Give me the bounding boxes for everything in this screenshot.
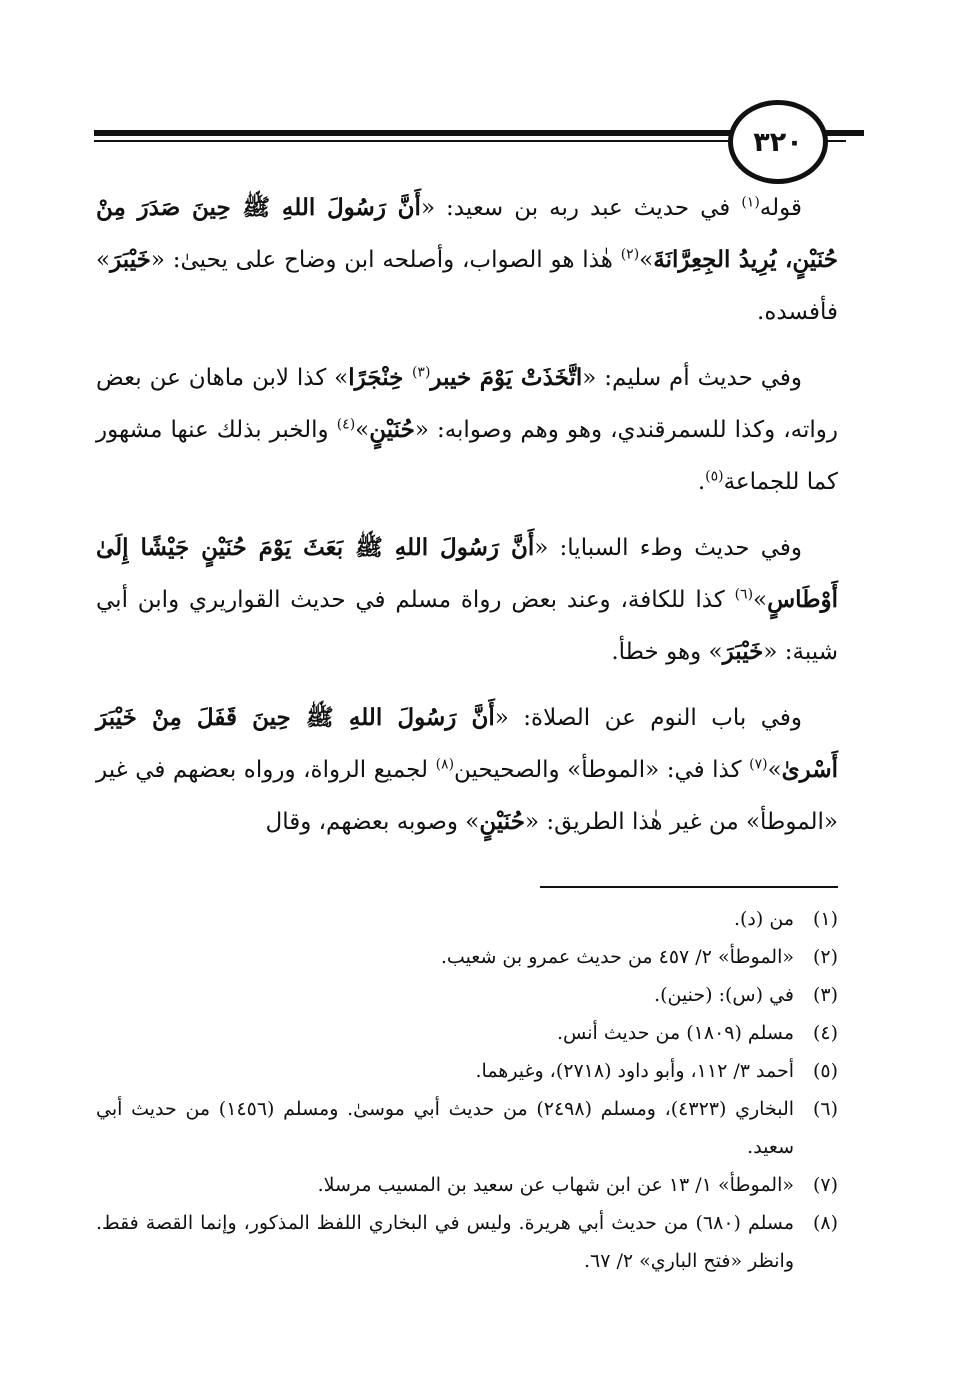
hadith-quote: خِنْجَرًا xyxy=(348,364,412,391)
footnote-ref[interactable]: (٨) xyxy=(435,756,455,773)
footnote-number: (٨) xyxy=(812,1212,838,1234)
hadith-quote: اتَّخَذَتْ يَوْمَ خيبر xyxy=(430,364,583,391)
header-rule-thin xyxy=(94,140,734,142)
footnote-number: (٤) xyxy=(812,1022,838,1044)
footnote-text: أحمد ٣/ ١١٢، وأبو داود (٢٧١٨)، وغيرهما. xyxy=(475,1060,794,1082)
header-rule-stub-thin xyxy=(826,140,846,142)
footnote xyxy=(96,1052,838,1090)
footnote xyxy=(96,938,838,976)
footnote-number: (٥) xyxy=(812,1060,838,1082)
paragraph: وفي حديث وطء السبايا: «أَنَّ رَسُولَ اللهِ ﷺ بَعَثَ يَوْمَ حُنَيْنٍ جَيْشًا إِلَىٰ أَوْطَاسٍ»$^{(٦)}$ كذا للكافة، وعند بعض رواة مسلم في حديث القواريري وابن أبي شيبة: «خَيْبَرَ» وهو خطأ. xyxy=(96,534,838,665)
header-rule xyxy=(94,130,734,136)
footnote-text: من (د). xyxy=(733,908,794,930)
footnote xyxy=(96,976,838,1014)
footnote-ref[interactable]: (٥) xyxy=(705,468,724,485)
hadith-quote: أَنَّ رَسُولَ اللهِ ﷺ حِينَ صَدَرَ مِنْ حُنَيْنٍ، يُرِيدُ الجِعِرَّانَةَ xyxy=(96,194,838,273)
paragraph: قوله$^{(١)}$ في حديث عبد ربه بن سعيد: «أَنَّ رَسُولَ اللهِ ﷺ حِينَ صَدَرَ مِنْ حُنَيْنٍ، يُرِيدُ الجِعِرَّانَةَ»$^{(٢)}$ هٰذا هو الصواب، وأصلحه ابن وضاح على يحيىٰ: «خَيْبَرَ» فأفسده. xyxy=(96,194,838,325)
main-text xyxy=(96,182,838,862)
footnote-number: (٦) xyxy=(812,1098,838,1120)
hadith-quote: خَيْبَرَ xyxy=(110,246,151,273)
hadith-quote: أَنَّ رَسُولَ اللهِ ﷺ حِينَ قَفَلَ مِنْ خَيْبَرَ أَسْرىٰ xyxy=(96,704,839,783)
footnote-number: (٢) xyxy=(812,946,838,968)
hadith-quote: حُنَيْنٍ xyxy=(369,416,415,443)
footnote-ref[interactable]: (٤) xyxy=(336,416,356,433)
footnote-text: البخاري (٤٣٢٣)، ومسلم (٢٤٩٨) من حديث أبي موسىٰ. ومسلم (١٤٥٦) من حديث أبي سعيد. xyxy=(96,1098,795,1158)
footnote-text: مسلم (٦٨٠) من حديث أبي هريرة. وليس في البخاري اللفظ المذكور، وإنما القصة فقط. وانظر «فتح الباري» ٢/ ٦٧. xyxy=(96,1212,795,1272)
footnote-number: (٣) xyxy=(812,984,838,1006)
footnote-ref[interactable]: (٦) xyxy=(734,586,754,603)
page-number-text: ٣٢٠ xyxy=(753,126,803,158)
footnote-text: مسلم (١٨٠٩) من حديث أنس. xyxy=(556,1022,794,1044)
paragraph: وفي باب النوم عن الصلاة: «أَنَّ رَسُولَ اللهِ ﷺ حِينَ قَفَلَ مِنْ خَيْبَرَ أَسْرىٰ»$^{(٧)}$ كذا في: «الموطأ» والصحيحين$^{(٨)}$ لجميع الرواة، ورواه بعضهم في غير «الموطأ» من غير هٰذا الطريق: «حُنَيْنٍ» وصوبه بعضهم، وقال xyxy=(96,704,839,835)
footnote xyxy=(96,1014,838,1052)
footnote-number: (١) xyxy=(812,908,838,930)
footnote-separator xyxy=(540,886,838,888)
header-rule-stub xyxy=(826,130,864,136)
footnote xyxy=(96,1166,838,1204)
page-number xyxy=(728,100,828,184)
footnote-text: «الموطأ» ١/ ١٣ عن ابن شهاب عن سعيد بن المسيب مرسلا. xyxy=(317,1174,794,1196)
footnote xyxy=(96,1204,838,1280)
footnote-number: (٧) xyxy=(812,1174,838,1196)
footnote-text: «الموطأ» ٢/ ٤٥٧ من حديث عمرو بن شعيب. xyxy=(440,946,794,968)
footnote-ref[interactable]: (١) xyxy=(741,194,760,211)
paragraph: وفي حديث أم سليم: «اتَّخَذَتْ يَوْمَ خيبر$^{(٣)}$ خِنْجَرًا» كذا لابن ماهان عن بعض رواته، وكذا للسمرقندي، وهو وهم وصوابه: «حُنَيْنٍ»$^{(٤)}$ والخبر بذلك عنها مشهور كما للجماعة$^{(٥)}$. xyxy=(96,364,838,495)
footnote-ref[interactable]: (٧) xyxy=(749,756,768,773)
footnote-ref[interactable]: (٣) xyxy=(411,364,431,381)
footnote-ref[interactable]: (٢) xyxy=(620,246,640,263)
hadith-quote: خَيْبَرَ xyxy=(722,638,764,665)
footnote xyxy=(96,1090,838,1166)
hadith-quote: أَنَّ رَسُولَ اللهِ ﷺ بَعَثَ يَوْمَ حُنَيْنٍ جَيْشًا إِلَىٰ أَوْطَاسٍ xyxy=(96,534,838,613)
hadith-quote: حُنَيْنٍ xyxy=(479,808,525,835)
footnote xyxy=(96,900,838,938)
footnote-text: في (س): (حنين). xyxy=(654,984,794,1006)
footnotes-list xyxy=(96,900,838,1280)
